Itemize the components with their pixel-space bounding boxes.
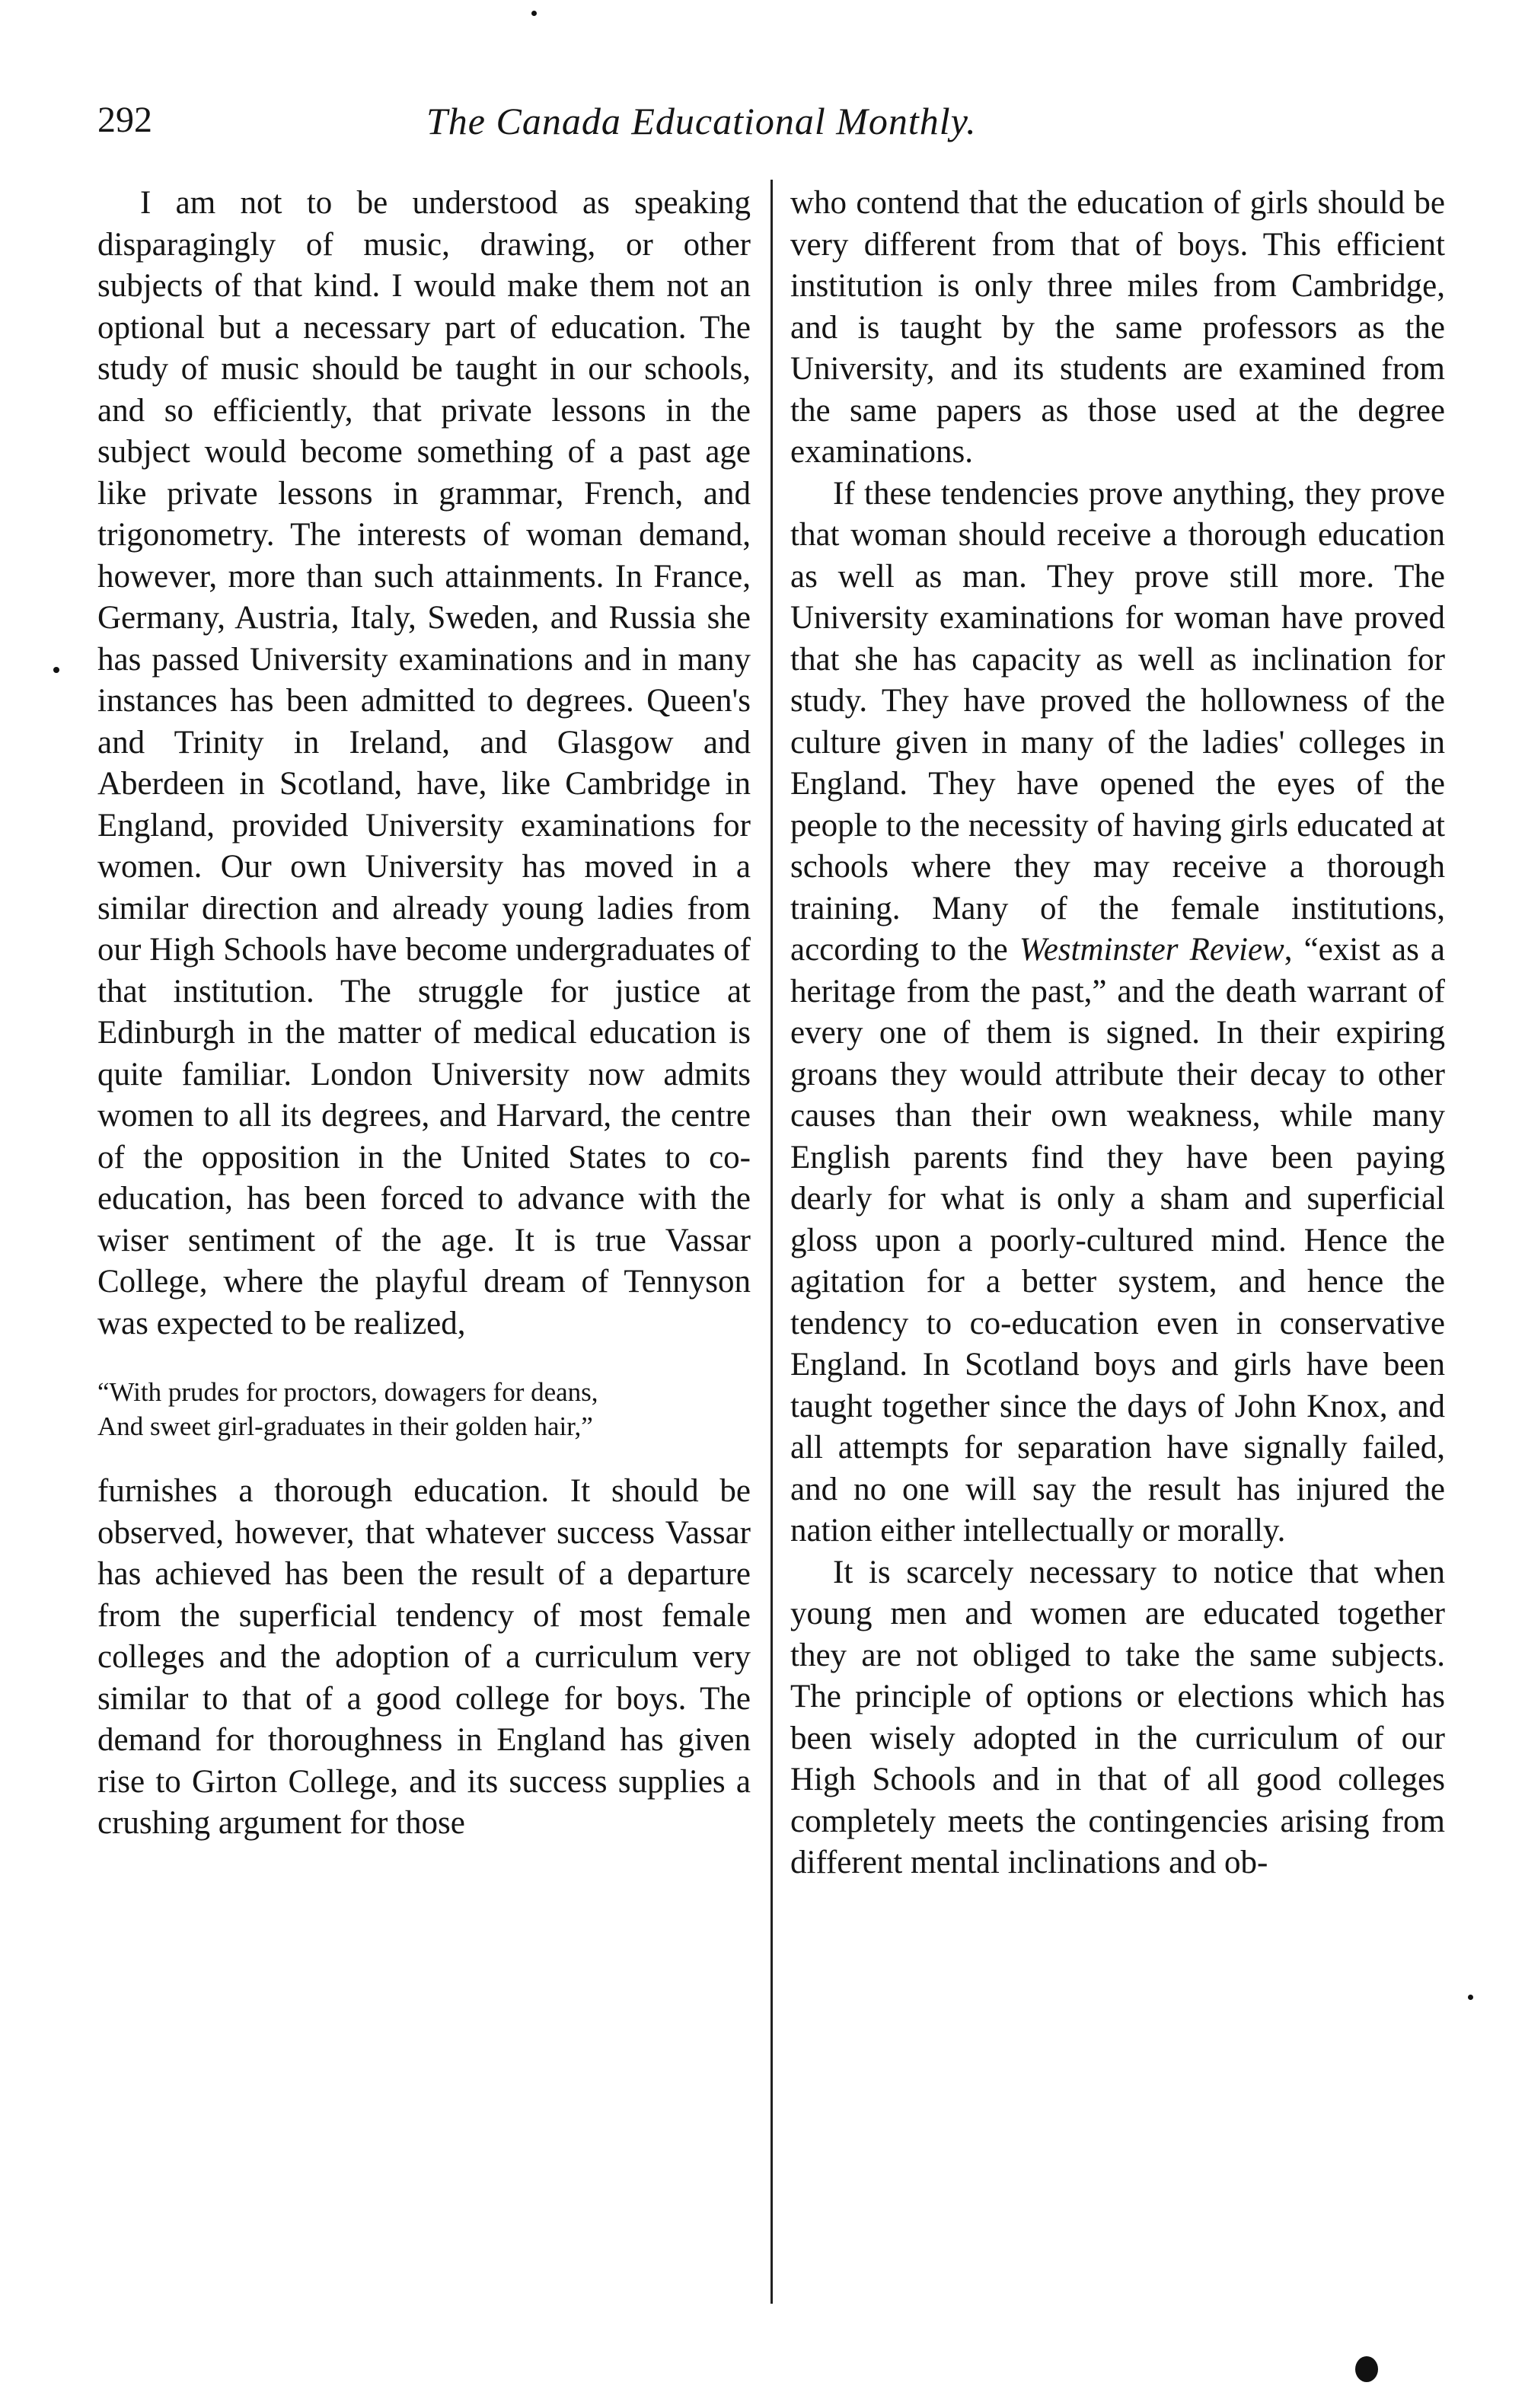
column-divider	[770, 180, 773, 2304]
right-paragraph-1: who contend that the education of girls should be very different from that of boys. This efficient institution is only three miles from Cambridge, and is taught by the same professors as the University, and its students are examined from the same papers as those used at the degree examinations.	[790, 185, 1445, 470]
right-paragraph-2-part-2: , “exist as a heritage from the past,” and the death warrant of every one of them is signed. In their expiring groans they would attribute their decay to other causes than their own weakness, while many English parents find they have been paying dearly for what is only a sham and superficial gloss upon a poorly-cultured mind. Hence the agitation for a better system, and hence the tendency to co-education even in conservative England. In Scotland boys and girls have been taught together since the days of John Knox, and all attempts for separation have signally failed, and no one will say the result has injured the nation either intellectually or morally.	[790, 932, 1446, 1548]
ink-speck-top	[531, 11, 537, 16]
right-column	[790, 183, 1445, 1884]
ink-speck-right-margin	[1468, 1995, 1473, 2000]
left-column	[97, 183, 751, 1845]
running-title: The Canada Educational Monthly.	[426, 100, 977, 142]
right-paragraph-3: It is scarcely necessary to notice that when young men and women are educated together they are not obliged to take the same subjects. The principle of options or elections which has been wisely adopted in the curriculum of our High Schools and in that of all good colleges completely meets the contingencies arising from different mental inclinations and ob-	[790, 1554, 1445, 1880]
tennyson-quote	[97, 1375, 751, 1443]
ink-speck-left-margin	[53, 667, 59, 673]
quote-line-2: And sweet girl-graduates in their golden hair,”	[97, 1411, 593, 1441]
quote-line-1: “With prudes for proctors, dowagers for deans,	[97, 1377, 598, 1407]
left-paragraph-1: I am not to be understood as speaking disparagingly of music, drawing, or other subjects of that kind. I would make them not an optional but a necessary part of education. The study of music should be taught in our schools, and so efficiently, that private lessons in the subject would become something of a past age like private lessons in grammar, French, and trigonometry. The interests of woman demand, however, more than such attainments. In France, Germany, Austria, Italy, Sweden, and Russia she has passed University examinations and in many instances has been admitted to degrees. Queen's and Trinity in Ireland, and Glasgow and Aberdeen in Scotland, have, like Cambridge in England, provided University examinations for women. Our own University has moved in a similar direction and already young ladies from our High Schools have become undergraduates of that institution. The struggle for justice at Edinburgh in the matter of medical education is quite familiar. London University now admits women to all its degrees, and Harvard, the centre of the opposition in the United States to co-education, has been forced to advance with the wiser sentiment of the age. It is true Vassar College, where the playful dream of Tennyson was expected to be realized,	[97, 185, 751, 1341]
journal-title: Westminster Review	[1019, 932, 1284, 968]
left-paragraph-2: furnishes a thorough education. It should be observed, however, that whatever success Vassar has achieved has been the result of a departure from the superficial tendency of most female colleges and the adoption of a curriculum very similar to that of a good college for boys. The demand for thoroughness in England has given rise to Girton College, and its success supplies a crushing argument for those	[97, 1473, 751, 1841]
page-number: 292	[97, 100, 152, 140]
right-paragraph-2	[790, 474, 1445, 1552]
right-paragraph-2-part-1: If these tendencies prove anything, they prove that woman should receive a thorough education as well as man. They prove still more. The University examinations for woman have proved that she has capacity as well as inclination for study. They have proved the hollowness of the culture given in many of the ladies' colleges in England. They have opened the eyes of the people to the necessity of having girls educated at schools where they may receive a thorough training. Many of the female institutions, according to the	[790, 475, 1445, 968]
ink-blot-bottom-right	[1355, 2356, 1378, 2382]
